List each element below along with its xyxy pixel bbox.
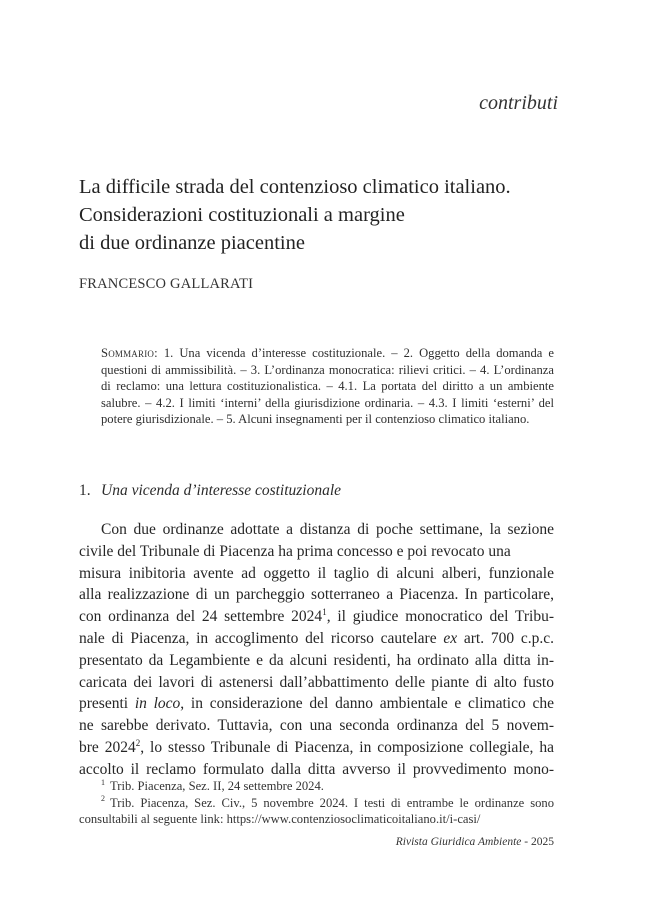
running-footer: Rivista Giuridica Ambiente - 2025 <box>395 836 554 848</box>
footnote-ref: 2 <box>135 737 141 748</box>
article-title <box>79 173 579 257</box>
abstract-text: 1. Una vicenda d’interesse costituzionale. – 2. Oggetto della domanda e questioni di ammissibilità. – 3. L’ordinanza monocratica: rilievi critici. – 4. L’ordinanza di reclamo: una lettura costituzionalistica. – 4.1. La portata del diritto a un ambiente salubre. – 4.2. I limiti ‘interni’ della giurisdizione ordinaria. – 4.3. I limiti ‘esterni’ del potere giurisdizionale. – 5. Alcuni insegnamenti per il contenzioso climatico italiano. <box>101 346 554 426</box>
title-line: Considerazioni costituzionali a margine <box>79 204 405 226</box>
body-line: ne sarebbe derivato. Tuttavia, con una seconda ordinanza del 5 novem- <box>79 717 554 735</box>
journal-year: 2025 <box>531 836 554 848</box>
footnote: $^1$ Trib. Piacenza, Sez. II, 24 settembre 2024. <box>101 777 324 793</box>
article-author: FRANCESCO GALLARATI <box>79 276 254 292</box>
title-line: di due ordinanze piacentine <box>79 232 305 254</box>
body-line: presentato da Legambiente e da alcuni residenti, ha ordinato alla ditta in- <box>79 651 554 669</box>
body-line: civile del Tribunale di Piacenza ha prima concesso e poi revocato una <box>79 542 511 560</box>
section-number: 1. <box>79 482 91 499</box>
body-line: presenti in loco, in considerazione del danno ambientale e climatico che <box>79 695 554 713</box>
footnote-ref: 1 <box>322 607 327 618</box>
section-title: Una vicenda d’interesse costituzionale <box>101 482 342 499</box>
footnotes <box>79 778 554 828</box>
journal-name: Rivista Giuridica Ambiente <box>395 836 522 848</box>
section-tag: contributi <box>479 92 558 114</box>
body-line: misura inibitoria avente ad oggetto il taglio di alcuni alberi, funzionale <box>79 564 554 582</box>
abstract-label: Sommario: <box>101 346 158 360</box>
title-line: La difficile strada del contenzioso climatico italiano. <box>79 176 511 198</box>
body-line: caricata dei lavori di astenersi dall’abbattimento delle piante di alto fusto <box>79 673 554 691</box>
section-heading <box>79 482 341 500</box>
body-line: Con due ordinanze adottate a distanza di poche settimane, la sezione <box>101 521 554 538</box>
body-line: con ordinanza del 24 settembre 2024$^1$, il giudice monocratico del Tribu- <box>79 607 554 626</box>
body-line: alla realizzazione di un parcheggio sotterraneo a Piacenza. In particolare, <box>79 586 554 604</box>
body-paragraph <box>79 519 554 781</box>
footnote-number: 1 <box>101 777 105 787</box>
abstract <box>101 345 554 428</box>
body-line: bre 2024$^2$, lo stesso Tribunale di Piacenza, in composizione collegiale, ha <box>79 737 554 756</box>
body-line: nale di Piacenza, in accoglimento del ricorso cautelare ex art. 700 c.p.c. <box>79 629 554 647</box>
footnote: $^2$ Trib. Piacenza, Sez. Civ., 5 novembre 2024. I testi di entrambe le ordinanze sono consultabili al seguente link: https://www.contenziosoclimaticoitaliano.it/i-casi/ <box>79 794 554 826</box>
body-line: accolto il reclamo formulato dalla ditta avverso il provvedimento mono- <box>79 760 554 778</box>
footnote-number: 2 <box>101 794 105 804</box>
